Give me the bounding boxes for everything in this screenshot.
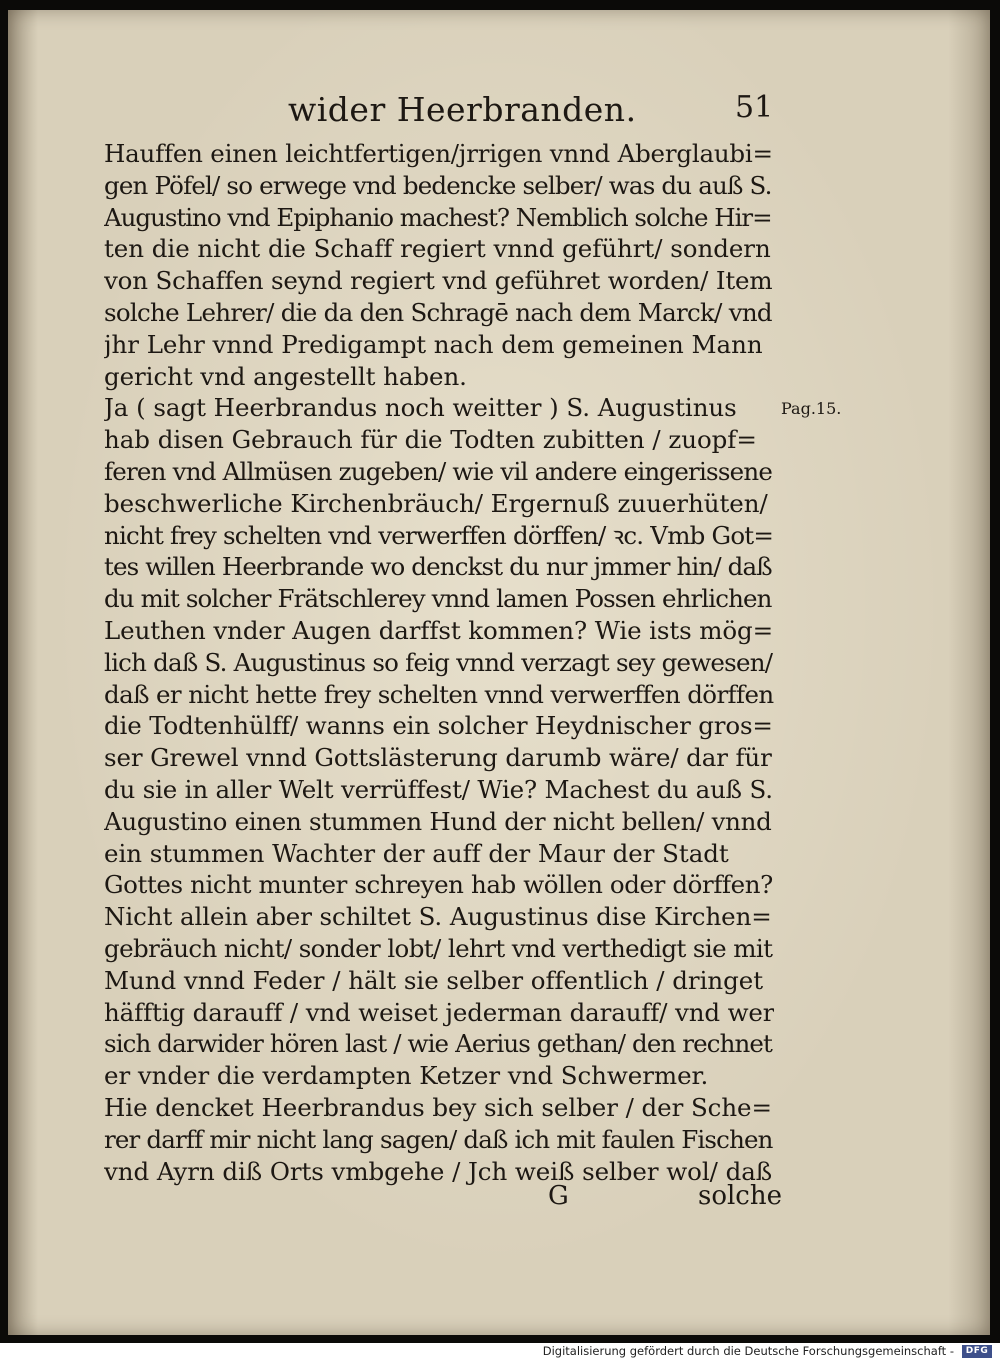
text-line: häfftig darauff / vnd weiset jederman darauff/ vnd wer bbox=[104, 997, 774, 1027]
text-line: Augustino einen stummen Hund der nicht bellen/ vnnd bbox=[104, 806, 772, 836]
text-line: daß er nicht hette frey schelten vnnd verwerffen dörffen bbox=[104, 679, 774, 709]
text-line: beschwerliche Kirchenbräuch/ Ergernuß zuuerhüten/ bbox=[104, 488, 768, 518]
text-line: feren vnd Allmüsen zugeben/ wie vil andere eingerissene bbox=[104, 456, 773, 486]
text-line: Leuthen vnder Augen darffst kommen? Wie ists mög= bbox=[104, 615, 774, 645]
text-line: rer darff mir nicht lang sagen/ daß ich mit faulen Fischen bbox=[104, 1124, 773, 1154]
text-line: hab disen Gebrauch für die Todten zubitten / zuopf= bbox=[104, 425, 757, 455]
text-line: Gottes nicht munter schreyen hab wöllen oder dörffen? bbox=[104, 870, 773, 900]
text-line: er vnder die verdampten Ketzer vnd Schwermer. bbox=[104, 1061, 709, 1091]
text-line: tes willen Heerbrande wo denckst du nur jmmer hin/ daß bbox=[104, 552, 772, 582]
text-line: du mit solcher Frätschlerey vnnd lamen Possen ehrlichen bbox=[104, 584, 772, 614]
text-line: du sie in aller Welt verrüffest/ Wie? Machest du auß S. bbox=[104, 774, 773, 804]
text-line: Hie dencket Heerbrandus bey sich selber / der Sche= bbox=[104, 1092, 772, 1122]
text-line: ein stummen Wachter der auff der Maur der Stadt bbox=[104, 838, 729, 868]
book-page bbox=[8, 10, 990, 1335]
text-line: solche Lehrer/ die da den Schragē nach dem Marck/ vnd bbox=[104, 297, 772, 327]
text-line: vnd Ayrn diß Orts vmbgehe / Jch weiß selber wol/ daß bbox=[104, 1156, 773, 1186]
text-line: gericht vnd angestellt haben. bbox=[104, 361, 467, 391]
text-line: ten die nicht die Schaff regiert vnnd geführt/ sondern bbox=[104, 234, 771, 264]
body-text bbox=[104, 138, 774, 1187]
text-line: sich darwider hören last / wie Aerius gethan/ den rechnet bbox=[104, 1029, 772, 1059]
text-line: Hauffen einen leichtfertigen/jrrigen vnnd Aberglaubi= bbox=[104, 139, 773, 168]
text-line: Mund vnnd Feder / hält sie selber offentlich / dringet bbox=[104, 965, 764, 995]
signature-mark: G bbox=[548, 1181, 569, 1211]
page-number: 51 bbox=[735, 90, 774, 125]
text-line: Ja ( sagt Heerbrandus noch weitter ) S. Augustinus bbox=[104, 393, 737, 423]
text-line: Augustino vnd Epiphanio machest? Nemblich solche Hir= bbox=[104, 202, 772, 232]
text-line: die Todtenhülff/ wanns ein solcher Heydnischer gros= bbox=[104, 711, 773, 741]
text-line: lich daß S. Augustinus so feig vnnd verzagt sey gewesen/ bbox=[104, 647, 773, 677]
text-line: von Schaffen seynd regiert vnd geführet worden/ Item bbox=[104, 266, 773, 296]
text-line: gebräuch nicht/ sonder lobt/ lehrt vnd verthedigt sie mit bbox=[104, 933, 773, 963]
text-line: ser Grewel vnnd Gottslästerung darumb wäre/ dar für bbox=[104, 743, 772, 773]
text-line: gen Pöfel/ so erwege vnd bedencke selber/ was du auß S. bbox=[104, 170, 772, 200]
margin-note: Pag.15. bbox=[781, 399, 842, 418]
running-head: wider Heerbranden. bbox=[288, 90, 637, 129]
catchword: solche bbox=[698, 1181, 783, 1211]
funding-credit: Digitalisierung gefördert durch die Deutsche Forschungsgemeinschaft - bbox=[542, 1344, 954, 1358]
text-line: nicht frey schelten vnd verwerffen dörffen/ ꝛc. Vmb Got= bbox=[104, 520, 774, 550]
text-line: Nicht allein aber schiltet S. Augustinus dise Kirchen= bbox=[104, 902, 772, 932]
text-line: jhr Lehr vnnd Predigampt nach dem gemeinen Mann bbox=[104, 329, 763, 359]
dfg-logo: DFG bbox=[962, 1345, 992, 1358]
